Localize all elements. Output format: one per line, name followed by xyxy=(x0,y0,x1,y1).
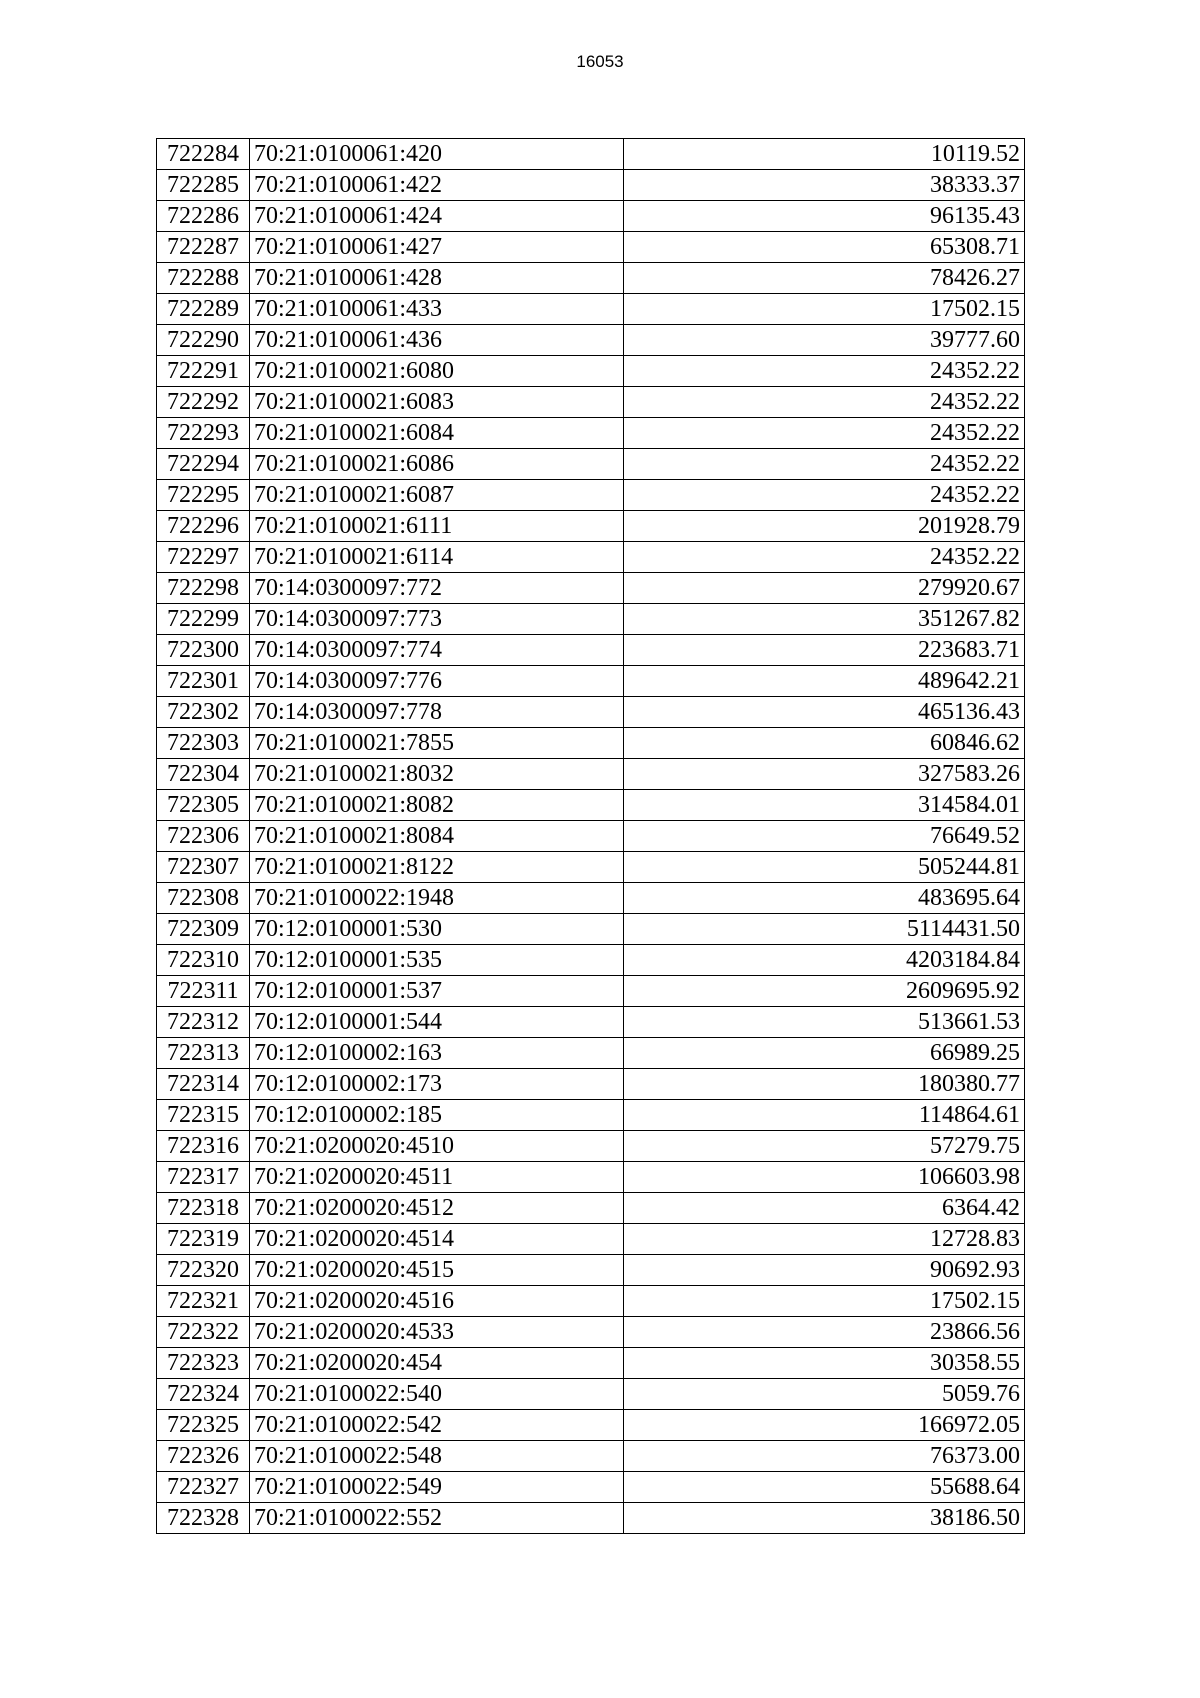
table-row xyxy=(157,976,1025,1007)
cadastral-number-cell: 70:12:0100001:537 xyxy=(250,976,624,1007)
cadastral-number-cell: 70:12:0100002:173 xyxy=(250,1069,624,1100)
table-row xyxy=(157,1224,1025,1255)
record-id-cell: 722292 xyxy=(157,387,250,418)
table-row xyxy=(157,759,1025,790)
cadastral-number-cell: 70:21:0100061:424 xyxy=(250,201,624,232)
cadastral-number-cell: 70:14:0300097:772 xyxy=(250,573,624,604)
amount-cell: 66989.25 xyxy=(624,1038,1025,1069)
amount-cell: 65308.71 xyxy=(624,232,1025,263)
cadastral-number-cell: 70:21:0100021:6086 xyxy=(250,449,624,480)
cadastral-number-cell: 70:21:0100022:542 xyxy=(250,1410,624,1441)
cadastral-number-cell: 70:12:0100001:535 xyxy=(250,945,624,976)
cadastral-number-cell: 70:21:0200020:4512 xyxy=(250,1193,624,1224)
cadastral-number-cell: 70:21:0100061:427 xyxy=(250,232,624,263)
amount-cell: 38186.50 xyxy=(624,1503,1025,1534)
amount-cell: 55688.64 xyxy=(624,1472,1025,1503)
table-row xyxy=(157,294,1025,325)
amount-cell: 78426.27 xyxy=(624,263,1025,294)
record-id-cell: 722314 xyxy=(157,1069,250,1100)
cadastral-number-cell: 70:21:0100022:549 xyxy=(250,1472,624,1503)
table-row xyxy=(157,232,1025,263)
table-row xyxy=(157,1038,1025,1069)
table-row xyxy=(157,852,1025,883)
table-row xyxy=(157,480,1025,511)
amount-cell: 6364.42 xyxy=(624,1193,1025,1224)
cadastral-number-cell: 70:21:0200020:4516 xyxy=(250,1286,624,1317)
amount-cell: 96135.43 xyxy=(624,201,1025,232)
record-id-cell: 722328 xyxy=(157,1503,250,1534)
amount-cell: 166972.05 xyxy=(624,1410,1025,1441)
cadastral-number-cell: 70:21:0100021:6083 xyxy=(250,387,624,418)
table-row xyxy=(157,201,1025,232)
table-body xyxy=(157,139,1025,1534)
cadastral-number-cell: 70:12:0100001:530 xyxy=(250,914,624,945)
cadastral-number-cell: 70:21:0100021:8032 xyxy=(250,759,624,790)
table-row xyxy=(157,883,1025,914)
record-id-cell: 722288 xyxy=(157,263,250,294)
record-id-cell: 722308 xyxy=(157,883,250,914)
amount-cell: 4203184.84 xyxy=(624,945,1025,976)
table-row xyxy=(157,1472,1025,1503)
table-row xyxy=(157,1193,1025,1224)
amount-cell: 23866.56 xyxy=(624,1317,1025,1348)
cadastral-number-cell: 70:14:0300097:773 xyxy=(250,604,624,635)
cadastral-number-cell: 70:21:0100021:8122 xyxy=(250,852,624,883)
cadastral-number-cell: 70:21:0200020:4514 xyxy=(250,1224,624,1255)
cadastral-number-cell: 70:21:0100021:6111 xyxy=(250,511,624,542)
amount-cell: 106603.98 xyxy=(624,1162,1025,1193)
record-id-cell: 722295 xyxy=(157,480,250,511)
cadastral-number-cell: 70:12:0100002:185 xyxy=(250,1100,624,1131)
table-row xyxy=(157,1410,1025,1441)
record-id-cell: 722324 xyxy=(157,1379,250,1410)
table-row xyxy=(157,604,1025,635)
record-id-cell: 722307 xyxy=(157,852,250,883)
table-row xyxy=(157,1007,1025,1038)
table-row xyxy=(157,387,1025,418)
cadastral-number-cell: 70:14:0300097:774 xyxy=(250,635,624,666)
record-id-cell: 722315 xyxy=(157,1100,250,1131)
amount-cell: 465136.43 xyxy=(624,697,1025,728)
amount-cell: 279920.67 xyxy=(624,573,1025,604)
amount-cell: 24352.22 xyxy=(624,387,1025,418)
amount-cell: 76649.52 xyxy=(624,821,1025,852)
record-id-cell: 722317 xyxy=(157,1162,250,1193)
record-id-cell: 722320 xyxy=(157,1255,250,1286)
record-id-cell: 722312 xyxy=(157,1007,250,1038)
record-id-cell: 722311 xyxy=(157,976,250,1007)
record-id-cell: 722327 xyxy=(157,1472,250,1503)
table-row xyxy=(157,170,1025,201)
cadastral-number-cell: 70:14:0300097:778 xyxy=(250,697,624,728)
amount-cell: 76373.00 xyxy=(624,1441,1025,1472)
table-row xyxy=(157,790,1025,821)
amount-cell: 17502.15 xyxy=(624,1286,1025,1317)
amount-cell: 505244.81 xyxy=(624,852,1025,883)
record-id-cell: 722309 xyxy=(157,914,250,945)
table-row xyxy=(157,139,1025,170)
record-id-cell: 722305 xyxy=(157,790,250,821)
record-id-cell: 722300 xyxy=(157,635,250,666)
record-id-cell: 722287 xyxy=(157,232,250,263)
cadastral-number-cell: 70:21:0100021:6087 xyxy=(250,480,624,511)
record-id-cell: 722299 xyxy=(157,604,250,635)
amount-cell: 5114431.50 xyxy=(624,914,1025,945)
data-table xyxy=(156,138,1025,1534)
cadastral-number-cell: 70:21:0100061:428 xyxy=(250,263,624,294)
amount-cell: 180380.77 xyxy=(624,1069,1025,1100)
record-id-cell: 722297 xyxy=(157,542,250,573)
amount-cell: 12728.83 xyxy=(624,1224,1025,1255)
amount-cell: 24352.22 xyxy=(624,449,1025,480)
table-row xyxy=(157,1255,1025,1286)
table-row xyxy=(157,356,1025,387)
table-row xyxy=(157,449,1025,480)
record-id-cell: 722323 xyxy=(157,1348,250,1379)
record-id-cell: 722284 xyxy=(157,139,250,170)
table-row xyxy=(157,1286,1025,1317)
table-row xyxy=(157,945,1025,976)
cadastral-number-cell: 70:21:0100022:540 xyxy=(250,1379,624,1410)
amount-cell: 24352.22 xyxy=(624,418,1025,449)
record-id-cell: 722289 xyxy=(157,294,250,325)
cadastral-number-cell: 70:21:0100021:8082 xyxy=(250,790,624,821)
amount-cell: 24352.22 xyxy=(624,480,1025,511)
cadastral-number-cell: 70:21:0100021:6080 xyxy=(250,356,624,387)
amount-cell: 90692.93 xyxy=(624,1255,1025,1286)
table-row xyxy=(157,697,1025,728)
table-row xyxy=(157,821,1025,852)
record-id-cell: 722322 xyxy=(157,1317,250,1348)
amount-cell: 30358.55 xyxy=(624,1348,1025,1379)
cadastral-number-cell: 70:21:0100021:8084 xyxy=(250,821,624,852)
record-id-cell: 722296 xyxy=(157,511,250,542)
amount-cell: 57279.75 xyxy=(624,1131,1025,1162)
table-row xyxy=(157,635,1025,666)
amount-cell: 489642.21 xyxy=(624,666,1025,697)
cadastral-number-cell: 70:21:0100061:436 xyxy=(250,325,624,356)
record-id-cell: 722303 xyxy=(157,728,250,759)
cadastral-number-cell: 70:14:0300097:776 xyxy=(250,666,624,697)
amount-cell: 38333.37 xyxy=(624,170,1025,201)
record-id-cell: 722310 xyxy=(157,945,250,976)
cadastral-number-cell: 70:12:0100002:163 xyxy=(250,1038,624,1069)
amount-cell: 60846.62 xyxy=(624,728,1025,759)
table-row xyxy=(157,542,1025,573)
amount-cell: 483695.64 xyxy=(624,883,1025,914)
record-id-cell: 722302 xyxy=(157,697,250,728)
table-row xyxy=(157,1131,1025,1162)
record-id-cell: 722285 xyxy=(157,170,250,201)
record-id-cell: 722301 xyxy=(157,666,250,697)
table-row xyxy=(157,1379,1025,1410)
amount-cell: 327583.26 xyxy=(624,759,1025,790)
table-row xyxy=(157,914,1025,945)
amount-cell: 17502.15 xyxy=(624,294,1025,325)
amount-cell: 39777.60 xyxy=(624,325,1025,356)
amount-cell: 24352.22 xyxy=(624,542,1025,573)
amount-cell: 351267.82 xyxy=(624,604,1025,635)
table-row xyxy=(157,1100,1025,1131)
table-row xyxy=(157,728,1025,759)
record-id-cell: 722286 xyxy=(157,201,250,232)
page-number: 16053 xyxy=(576,52,624,71)
record-id-cell: 722313 xyxy=(157,1038,250,1069)
record-id-cell: 722298 xyxy=(157,573,250,604)
cadastral-number-cell: 70:21:0100021:6114 xyxy=(250,542,624,573)
table-row xyxy=(157,511,1025,542)
cadastral-number-cell: 70:21:0200020:4510 xyxy=(250,1131,624,1162)
cadastral-number-cell: 70:21:0100022:552 xyxy=(250,1503,624,1534)
record-id-cell: 722326 xyxy=(157,1441,250,1472)
table-row xyxy=(157,573,1025,604)
cadastral-number-cell: 70:21:0100021:6084 xyxy=(250,418,624,449)
cadastral-number-cell: 70:21:0100022:548 xyxy=(250,1441,624,1472)
record-id-cell: 722316 xyxy=(157,1131,250,1162)
record-id-cell: 722306 xyxy=(157,821,250,852)
record-id-cell: 722294 xyxy=(157,449,250,480)
table-row xyxy=(157,325,1025,356)
amount-cell: 10119.52 xyxy=(624,139,1025,170)
cadastral-number-cell: 70:21:0200020:454 xyxy=(250,1348,624,1379)
record-id-cell: 722318 xyxy=(157,1193,250,1224)
amount-cell: 201928.79 xyxy=(624,511,1025,542)
cadastral-number-cell: 70:21:0100022:1948 xyxy=(250,883,624,914)
record-id-cell: 722293 xyxy=(157,418,250,449)
table-row xyxy=(157,1503,1025,1534)
cadastral-number-cell: 70:21:0100061:420 xyxy=(250,139,624,170)
cadastral-number-cell: 70:21:0200020:4511 xyxy=(250,1162,624,1193)
cadastral-number-cell: 70:12:0100001:544 xyxy=(250,1007,624,1038)
record-id-cell: 722321 xyxy=(157,1286,250,1317)
table-row xyxy=(157,1162,1025,1193)
cadastral-number-cell: 70:21:0200020:4515 xyxy=(250,1255,624,1286)
amount-cell: 24352.22 xyxy=(624,356,1025,387)
record-id-cell: 722291 xyxy=(157,356,250,387)
table-row xyxy=(157,1317,1025,1348)
record-id-cell: 722290 xyxy=(157,325,250,356)
table-row xyxy=(157,1069,1025,1100)
table-row xyxy=(157,418,1025,449)
cadastral-number-cell: 70:21:0100021:7855 xyxy=(250,728,624,759)
table-row xyxy=(157,666,1025,697)
table-row xyxy=(157,1348,1025,1379)
cadastral-number-cell: 70:21:0100061:422 xyxy=(250,170,624,201)
table-row xyxy=(157,263,1025,294)
amount-cell: 223683.71 xyxy=(624,635,1025,666)
amount-cell: 513661.53 xyxy=(624,1007,1025,1038)
cadastral-number-cell: 70:21:0200020:4533 xyxy=(250,1317,624,1348)
amount-cell: 114864.61 xyxy=(624,1100,1025,1131)
amount-cell: 5059.76 xyxy=(624,1379,1025,1410)
record-id-cell: 722304 xyxy=(157,759,250,790)
amount-cell: 314584.01 xyxy=(624,790,1025,821)
cadastral-number-cell: 70:21:0100061:433 xyxy=(250,294,624,325)
amount-cell: 2609695.92 xyxy=(624,976,1025,1007)
table-row xyxy=(157,1441,1025,1472)
record-id-cell: 722319 xyxy=(157,1224,250,1255)
record-id-cell: 722325 xyxy=(157,1410,250,1441)
